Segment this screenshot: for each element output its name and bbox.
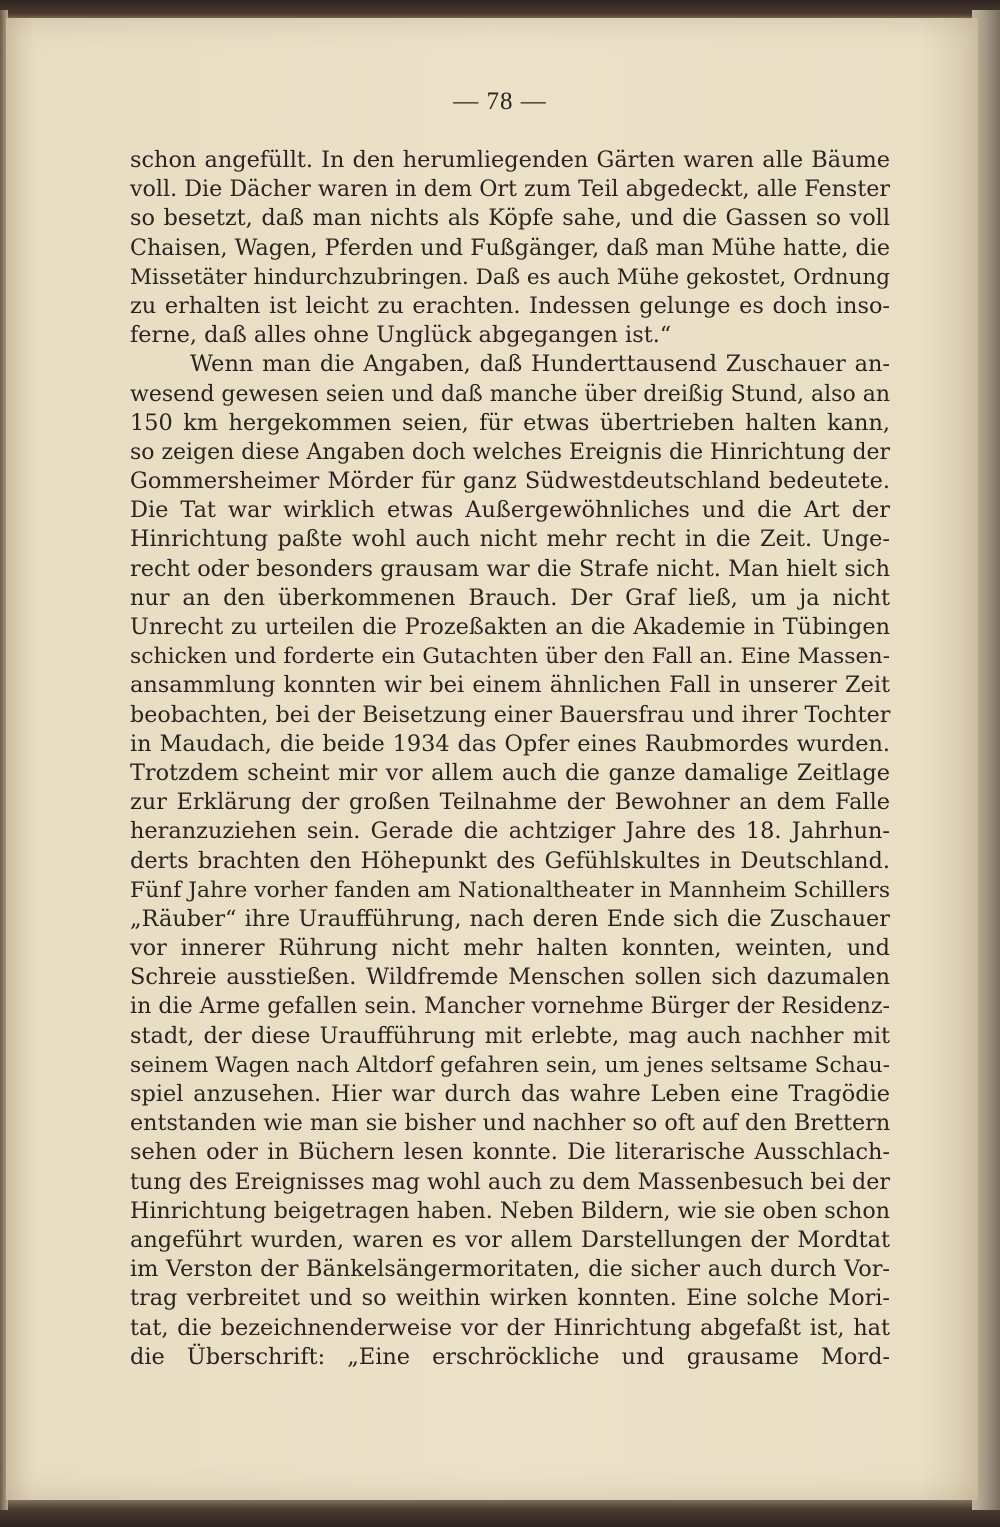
text-line: stadt, der diese Uraufführung mit erlebte, mag auch nachher mit	[130, 1022, 890, 1049]
text-line: heranzuziehen sein. Gerade die achtziger Jahre des 18. Jahrhun-	[130, 818, 890, 845]
text-line: ansammlung konnten wir bei einem ähnlichen Fall in unserer Zeit	[130, 672, 890, 699]
page-number: — 78 —	[453, 88, 547, 115]
text-line: entstanden wie man sie bisher und nachher so oft auf den Brettern	[130, 1110, 891, 1137]
book-bottom-edge	[0, 1498, 1000, 1527]
text-line: Hinrichtung paßte wohl auch nicht mehr recht in die Zeit. Unge-	[130, 526, 890, 553]
text-line: Unrecht zu urteilen die Prozeßakten an die Akademie in Tübingen	[130, 614, 890, 640]
text-line: Gommersheimer Mörder für ganz Südwestdeutschland bedeutete.	[130, 468, 890, 495]
text-line: zur Erklärung der großen Teilnahme der Bewohner an dem Falle	[130, 789, 890, 816]
text-line: Wenn man die Angaben, daß Hunderttausend Zuschauer an-	[190, 351, 890, 378]
body-text	[130, 146, 890, 1372]
text-line: ferne, daß alles ohne Unglück abgegangen ist.“	[130, 322, 672, 349]
text-line: seinem Wagen nach Altdorf gefahren sein, um jenes seltsame Schau-	[130, 1052, 890, 1078]
text-line: Die Tat war wirklich etwas Außergewöhnliches und die Art der	[130, 497, 890, 524]
text-line: in Maudach, die beide 1934 das Opfer eines Raubmordes wurden.	[130, 730, 890, 757]
text-line: Chaisen, Wagen, Pferden und Fußgänger, daß man Mühe hatte, die	[130, 234, 891, 261]
text-line: nur an den überkommenen Brauch. Der Graf ließ, um ja nicht	[130, 584, 890, 611]
text-line: recht oder besonders grausam war die Strafe nicht. Man hielt sich	[130, 555, 890, 582]
text-line: trag verbreitet und so weithin wirken konnten. Eine solche Mori-	[130, 1285, 890, 1312]
text-line: Trotzdem scheint mir vor allem auch die ganze damalige Zeitlage	[130, 759, 890, 786]
text-line: sehen oder in Büchern lesen konnte. Die literarische Ausschlach-	[130, 1139, 890, 1166]
text-line: Schreie ausstießen. Wildfremde Menschen sollen sich dazumalen	[130, 964, 890, 991]
text-line: im Verston der Bänkelsängermoritaten, die sicher auch durch Vor-	[130, 1256, 890, 1283]
text-line: 150 km hergekommen seien, für etwas übertrieben halten kann,	[130, 409, 890, 436]
text-line: tung des Ereignisses mag wohl auch zu dem Massenbesuch bei der	[130, 1168, 890, 1195]
text-line: „Räuber“ ihre Uraufführung, nach deren Ende sich die Zuschauer	[130, 905, 890, 932]
text-line: beobachten, bei der Beisetzung einer Bauersfrau und ihrer Tochter	[130, 701, 891, 728]
text-line: vor innerer Rührung nicht mehr halten konnten, weinten, und	[130, 935, 890, 962]
text-line: angeführt wurden, waren es vor allem Darstellungen der Mordtat	[130, 1226, 890, 1253]
text-line: so besetzt, daß man nichts als Köpfe sahe, und die Gassen so voll	[130, 205, 890, 232]
text-line: in die Arme gefallen sein. Mancher vornehme Bürger der Residenz-	[130, 993, 891, 1020]
text-line: derts brachten den Höhepunkt des Gefühlskultes in Deutschland.	[130, 847, 890, 874]
text-line: schicken und forderte ein Gutachten über den Fall an. Eine Massen-	[130, 644, 891, 670]
text-line: die Überschrift: „Eine erschröckliche und grausame Mord-	[130, 1343, 890, 1370]
text-line: so zeigen diese Angaben doch welches Ereignis die Hinrichtung der	[130, 439, 890, 465]
text-line: voll. Die Dächer waren in dem Ort zum Teil abgedeckt, alle Fenster	[130, 176, 891, 203]
book-top-edge	[0, 0, 1000, 20]
text-line: tat, die bezeichnenderweise vor der Hinrichtung abgefaßt ist, hat	[130, 1314, 890, 1341]
text-line: schon angefüllt. In den herumliegenden Gärten waren alle Bäume	[130, 147, 890, 173]
text-line: spiel anzusehen. Hier war durch das wahre Leben eine Tragödie	[130, 1081, 890, 1107]
text-line: zu erhalten ist leicht zu erachten. Indessen gelunge es doch inso-	[130, 292, 890, 319]
text-line: wesend gewesen seien und daß manche über dreißig Stund, also an	[130, 381, 890, 407]
text-line: Missetäter hindurchzubringen. Daß es auch Mühe gekostet, Ordnung	[130, 264, 890, 290]
text-line: Hinrichtung beigetragen haben. Neben Bildern, wie sie oben schon	[130, 1197, 891, 1224]
text-line: Fünf Jahre vorher fanden am Nationaltheater in Mannheim Schillers	[130, 877, 890, 903]
